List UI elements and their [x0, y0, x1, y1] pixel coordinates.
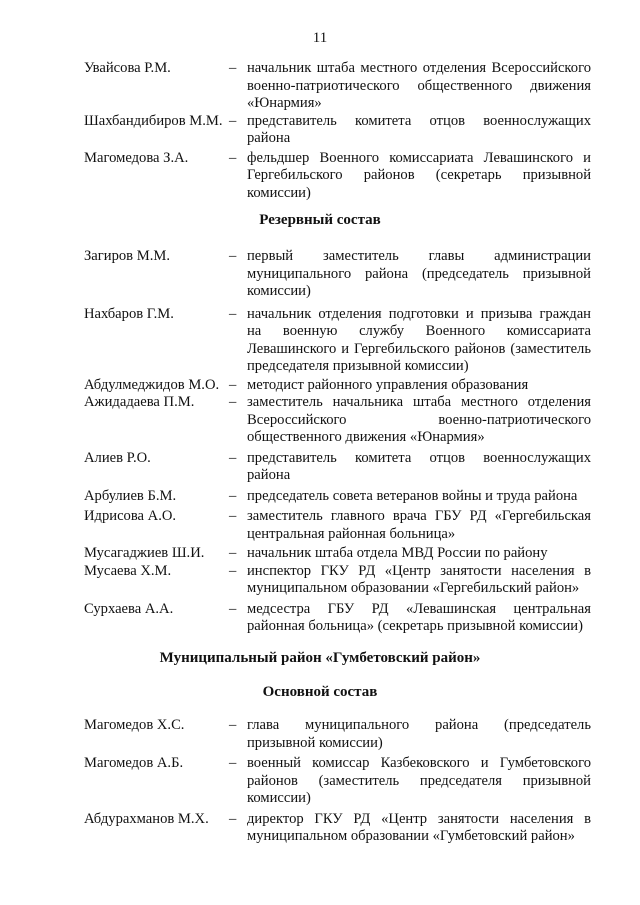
dash: – — [229, 248, 237, 264]
dash: – — [229, 600, 237, 617]
member-entry — [0, 601, 640, 636]
members-list-top — [0, 60, 640, 202]
section-heading-main: Основной состав — [262, 684, 378, 700]
member-name: Шахбандибиров М.М. — [84, 112, 223, 129]
member-name: Абдулмеджидов М.О. — [84, 376, 220, 393]
dash: – — [229, 508, 237, 524]
member-role: директор ГКУ РД «Центр занятости населения в муниципальном образовании «Гумбетовский район» — [247, 810, 591, 844]
dash: – — [229, 717, 237, 733]
dash: – — [229, 487, 237, 504]
member-entry — [0, 545, 640, 563]
dash: – — [229, 149, 237, 166]
member-name: Магомедов А.Б. — [84, 755, 184, 771]
member-role: методист районного управления образования — [247, 376, 529, 393]
members-list-reserve — [0, 248, 640, 636]
member-entry — [0, 811, 640, 846]
member-entry — [0, 248, 640, 301]
member-role: начальник штаба местного отделения Всероссийского военно-патриотического общественного движения «Юнармия» — [247, 60, 591, 111]
members-list-main — [0, 717, 640, 846]
dash: – — [229, 376, 237, 393]
member-entry — [0, 508, 640, 543]
dash: – — [229, 562, 237, 579]
member-entry — [0, 450, 640, 485]
dash: – — [229, 112, 237, 129]
dash: – — [229, 394, 237, 410]
member-name: Идрисова А.О. — [84, 508, 177, 524]
member-name: Загиров М.М. — [84, 248, 170, 264]
district-heading: Муниципальный район «Гумбетовский район» — [159, 650, 481, 666]
member-role: представитель комитета отцов военнослужащих района — [247, 449, 591, 483]
member-role: начальник штаба отдела МВД России по району — [247, 545, 548, 561]
member-name: Магомедова З.А. — [84, 149, 189, 166]
member-name: Сурхаева А.А. — [84, 600, 174, 617]
member-role: заместитель главного врача ГБУ РД «Гергебильская центральная районная больница» — [247, 508, 591, 542]
member-entry — [0, 113, 640, 148]
member-entry — [0, 563, 640, 598]
member-name: Мусагаджиев Ш.И. — [84, 545, 205, 561]
member-role: первый заместитель главы администрации муниципального района (председатель призывной комиссии) — [247, 248, 591, 299]
member-name: Ажидадаева П.М. — [84, 394, 195, 410]
member-entry — [0, 377, 640, 395]
member-entry — [0, 488, 640, 506]
member-name: Нахбаров Г.М. — [84, 305, 174, 322]
member-entry — [0, 755, 640, 808]
section-heading-reserve: Резервный состав — [259, 212, 381, 228]
member-role: представитель комитета отцов военнослужащих района — [247, 112, 591, 146]
member-name: Арбулиев Б.М. — [84, 487, 177, 504]
member-entry — [0, 394, 640, 447]
dash: – — [229, 755, 237, 771]
dash: – — [229, 810, 237, 827]
member-name: Увайсова Р.М. — [84, 60, 171, 76]
member-role: инспектор ГКУ РД «Центр занятости населения в муниципальном образовании «Гергебильский район» — [247, 562, 591, 596]
member-role: военный комиссар Казбековского и Гумбетовского районов (заместитель председателя призывной комиссии) — [247, 755, 591, 806]
dash: – — [229, 545, 237, 561]
dash: – — [229, 449, 237, 466]
member-entry — [0, 717, 640, 752]
member-name: Абдурахманов М.Х. — [84, 810, 209, 827]
member-name: Мусаева Х.М. — [84, 562, 172, 579]
member-role: начальник отделения подготовки и призыва граждан на военную службу Военного комиссариата Левашинского и Гергебильского районов (заместитель председателя призывной комиссии) — [247, 305, 591, 374]
dash: – — [229, 305, 237, 322]
member-role: председатель совета ветеранов войны и труда района — [247, 487, 578, 504]
member-role: медсестра ГБУ РД «Левашинская центральная районная больница» (секретарь призывной комиссии) — [247, 600, 591, 634]
member-name: Магомедов Х.С. — [84, 717, 185, 733]
dash: – — [229, 60, 237, 76]
page-number: 11 — [312, 30, 328, 46]
member-entry — [0, 150, 640, 203]
member-entry — [0, 306, 640, 376]
member-role: глава муниципального района (председатель призывной комиссии) — [247, 717, 591, 751]
member-entry — [0, 60, 640, 113]
member-role: фельдшер Военного комиссариата Левашинского и Гергебильского районов (секретарь призывной комиссии) — [247, 149, 591, 201]
member-name: Алиев Р.О. — [84, 449, 151, 466]
member-role: заместитель начальника штаба местного отделения Всероссийского военно-патриотического общественного движения «Юнармия» — [247, 394, 591, 445]
